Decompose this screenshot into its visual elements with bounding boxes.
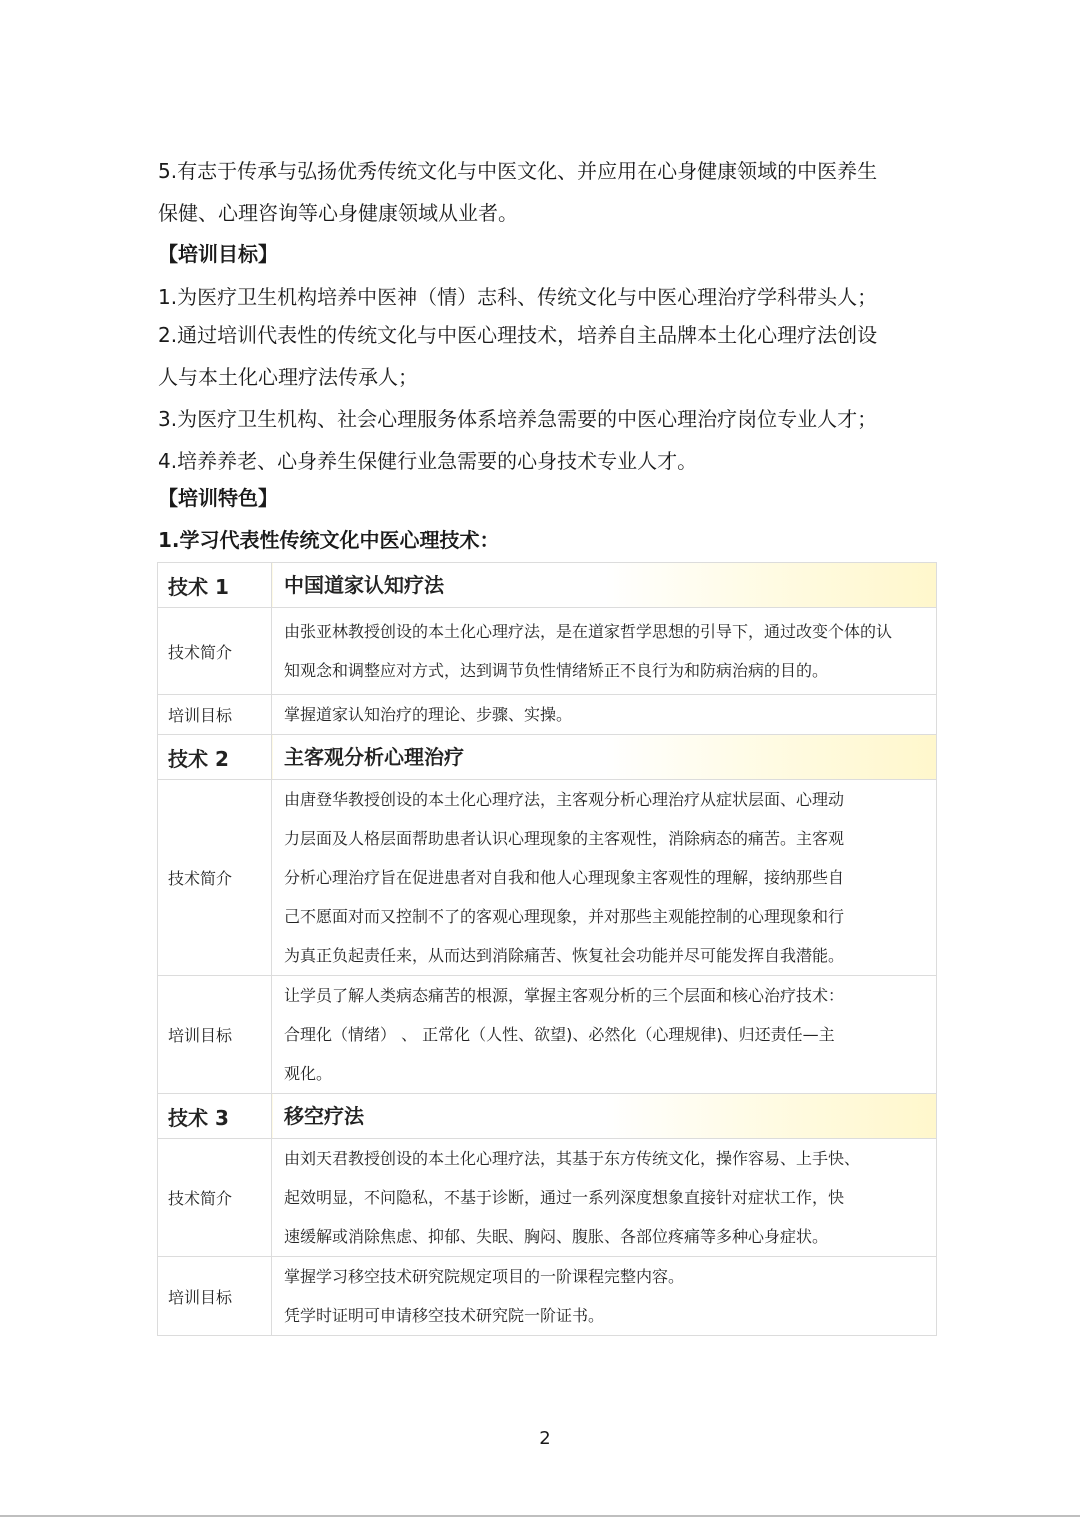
tech-name: 移空疗法 (272, 1094, 937, 1139)
text-line: 起效明显，不问隐私，不基于诊断，通过一系列深度想象直接针对症状工作，快 (284, 1188, 845, 1207)
text-line: 合理化（情绪） 、 正常化（人性、欲望)、必然化（心理规律)、归还责任—主 (284, 1025, 835, 1044)
text-line: 知观念和调整应对方式，达到调节负性情绪矫正不良行为和防病治病的目的。 (284, 661, 829, 680)
tech-name: 中国道家认知疗法 (272, 563, 937, 608)
table-row (158, 563, 937, 608)
text-line: 由唐登华教授创设的本土化心理疗法，主客观分析心理治疗从症状层面、心理动 (284, 790, 845, 809)
tech-goal-label: 培训目标 (158, 1257, 272, 1336)
page-number: 2 (539, 1428, 551, 1449)
tech-intro-label: 技术简介 (158, 780, 272, 976)
tech-name: 主客观分析心理治疗 (272, 735, 937, 780)
goal-item-1: 1.为医疗卫生机构培养中医神（情）志科、传统文化与中医心理治疗学科带头人； (158, 285, 878, 309)
text-line: 己不愿面对而又控制不了的客观心理现象，并对那些主观能控制的心理现象和行 (284, 907, 845, 926)
table-row (158, 1139, 937, 1257)
table-row (158, 1094, 937, 1139)
table-row (158, 976, 937, 1094)
tech-intro-text (272, 1139, 937, 1257)
intro-item5-line1: 5.有志于传承与弘扬优秀传统文化与中医文化、并应用在心身健康领域的中医养生 (158, 159, 878, 183)
text-line: 让学员了解人类病态痛苦的根源，掌握主客观分析的三个层面和核心治疗技术： (284, 986, 845, 1005)
text-line: 速缓解或消除焦虑、抑郁、失眠、胸闷、腹胀、各部位疼痛等多种心身症状。 (284, 1227, 829, 1246)
tech-intro-label: 技术简介 (158, 608, 272, 695)
section-heading-goals: 【培训目标】 (158, 242, 278, 266)
table-row (158, 780, 937, 976)
features-subheading: 1.学习代表性传统文化中医心理技术： (158, 528, 500, 552)
tech-goal-text (272, 1257, 937, 1336)
tech-label: 技术 3 (158, 1094, 272, 1139)
tech-goal-label: 培训目标 (158, 976, 272, 1094)
scan-edge-divider (0, 1515, 1080, 1517)
text-line: 由刘天君教授创设的本土化心理疗法，其基于东方传统文化，操作容易、上手快、 (284, 1149, 861, 1168)
tech-intro-label: 技术简介 (158, 1139, 272, 1257)
techniques-table (157, 562, 937, 1336)
text-line: 为真正负起责任来，从而达到消除痛苦、恢复社会功能并尽可能发挥自我潜能。 (284, 946, 845, 965)
text-line: 由张亚林教授创设的本土化心理疗法，是在道家哲学思想的引导下，通过改变个体的认 (284, 622, 893, 641)
table-row (158, 1257, 937, 1336)
tech-intro-text (272, 780, 937, 976)
tech-intro-text (272, 608, 937, 695)
goal-item-2-line2: 人与本土化心理疗法传承人； (158, 365, 418, 389)
tech-goal-text (272, 976, 937, 1094)
goal-item-2-line1: 2.通过培训代表性的传统文化与中医心理技术，培养自主品牌本土化心理疗法创设 (158, 323, 878, 347)
table-row (158, 695, 937, 735)
section-heading-features: 【培训特色】 (158, 486, 278, 510)
table-row (158, 735, 937, 780)
table-row (158, 608, 937, 695)
text-line: 观化。 (284, 1064, 333, 1083)
text-line: 凭学时证明可申请移空技术研究院一阶证书。 (284, 1306, 605, 1325)
text-line: 力层面及人格层面帮助患者认识心理现象的主客观性，消除病态的痛苦。主客观 (284, 829, 845, 848)
goal-item-4: 4.培养养老、心身养生保健行业急需要的心身技术专业人才。 (158, 449, 698, 473)
tech-goal-text (272, 695, 937, 735)
tech-label: 技术 1 (158, 563, 272, 608)
intro-item5-line2: 保健、心理咨询等心身健康领域从业者。 (158, 201, 518, 225)
goal-item-3: 3.为医疗卫生机构、社会心理服务体系培养急需要的中医心理治疗岗位专业人才； (158, 407, 878, 431)
text-line: 掌握道家认知治疗的理论、步骤、实操。 (284, 705, 573, 724)
tech-label: 技术 2 (158, 735, 272, 780)
tech-goal-label: 培训目标 (158, 695, 272, 735)
text-line: 掌握学习移空技术研究院规定项目的一阶课程完整内容。 (284, 1267, 685, 1286)
text-line: 分析心理治疗旨在促进患者对自我和他人心理现象主客观性的理解，接纳那些自 (284, 868, 845, 887)
